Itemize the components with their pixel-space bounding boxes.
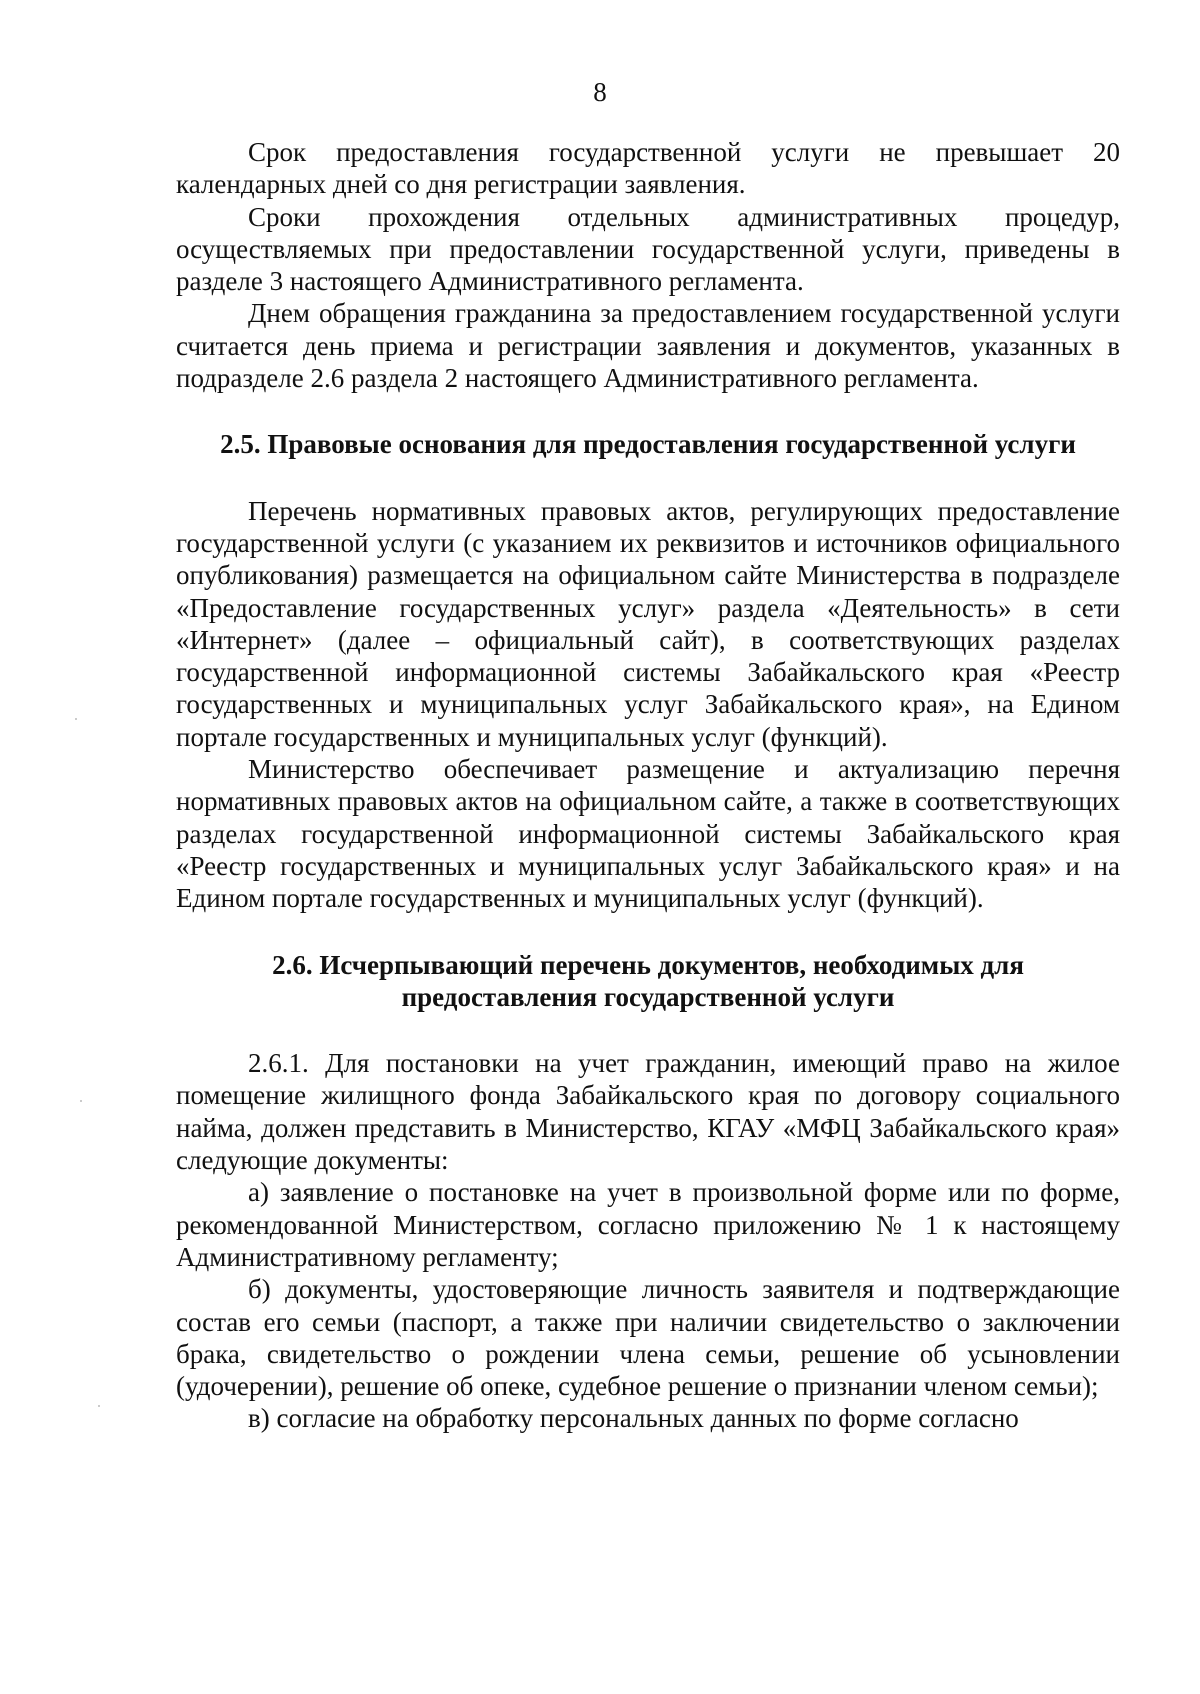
- spacer: [176, 394, 1120, 428]
- spacer: [176, 461, 1120, 495]
- paragraph-legal-acts-list: Перечень нормативных правовых актов, регулирующих предоставление государственной услуги (с указанием их реквизитов и источников официального опубликования) размещается на официальном сайте Министерства в подразделе «Предоставление государственных услуг» раздела «Деятельность» в сети «Интернет» (далее – официальный сайт), в соответствующих разделах государственной информационной системы Забайкальского края «Реестр государственных и муниципальных услуг Забайкальского края», на Едином портале государственных и муниципальных услуг (функций).: [176, 495, 1120, 752]
- spacer: [176, 1013, 1120, 1047]
- section-2-5-heading: 2.5. Правовые основания для предоставления государственной услуги: [220, 429, 1076, 460]
- section-2-6-heading: [176, 949, 1120, 1014]
- scan-speck: [98, 1405, 100, 1407]
- scan-speck: [75, 718, 77, 720]
- page-number: 8: [593, 77, 607, 107]
- page-content: [176, 136, 1120, 1435]
- paragraph-application-day: Днем обращения гражданина за предоставлением государственной услуги считается день приема и регистрации заявления и документов, указанных в подразделе 2.6 раздела 2 настоящего Административного регламента.: [176, 298, 1120, 394]
- list-item-b: б) документы, удостоверяющие личность заявителя и подтверждающие состав его семьи (паспорт, а также при наличии свидетельство о заключении брака, свидетельство о рождении члена семьи, решение об усыновлении (удочерении), решение об опеке, судебное решение о признании членом семьи);: [176, 1274, 1120, 1402]
- section-2-6-heading-line-1: 2.6. Исчерпывающий перечень документов, необходимых для: [272, 949, 1024, 980]
- list-item-v: в) согласие на обработку персональных данных по форме согласно: [248, 1403, 1019, 1434]
- spacer: [176, 915, 1120, 949]
- paragraph-procedure-terms: Сроки прохождения отдельных административных процедур, осуществляемых при предоставлении государственной услуги, приведены в разделе 3 настоящего Административного регламента.: [176, 201, 1120, 297]
- section-2-6-heading-line-2: предоставления государственной услуги: [401, 981, 895, 1012]
- list-item-a: а) заявление о постановке на учет в произвольной форме или по форме, рекомендованной Министерством, согласно приложению № 1 к настоящему Административному регламенту;: [176, 1177, 1120, 1272]
- paragraph-term-of-service: Срок предоставления государственной услуги не превышает 20 календарных дней со дня регистрации заявления.: [176, 137, 1120, 200]
- paragraph-ministry-publishing: Министерство обеспечивает размещение и актуализацию перечня нормативных правовых актов на официальном сайте, а также в соответствующих разделах государственной информационной системы Забайкальского края «Реестр государственных и муниципальных услуг Забайкальского края» и на Едином портале государственных и муниципальных услуг (функций).: [176, 754, 1120, 914]
- paragraph-2-6-1: 2.6.1. Для постановки на учет гражданин, имеющий право на жилое помещение жилищного фонда Забайкальского края по договору социального найма, должен представить в Министерство, КГАУ «МФЦ Забайкальского края» следующие документы:: [176, 1048, 1120, 1176]
- scan-speck: [80, 1100, 82, 1102]
